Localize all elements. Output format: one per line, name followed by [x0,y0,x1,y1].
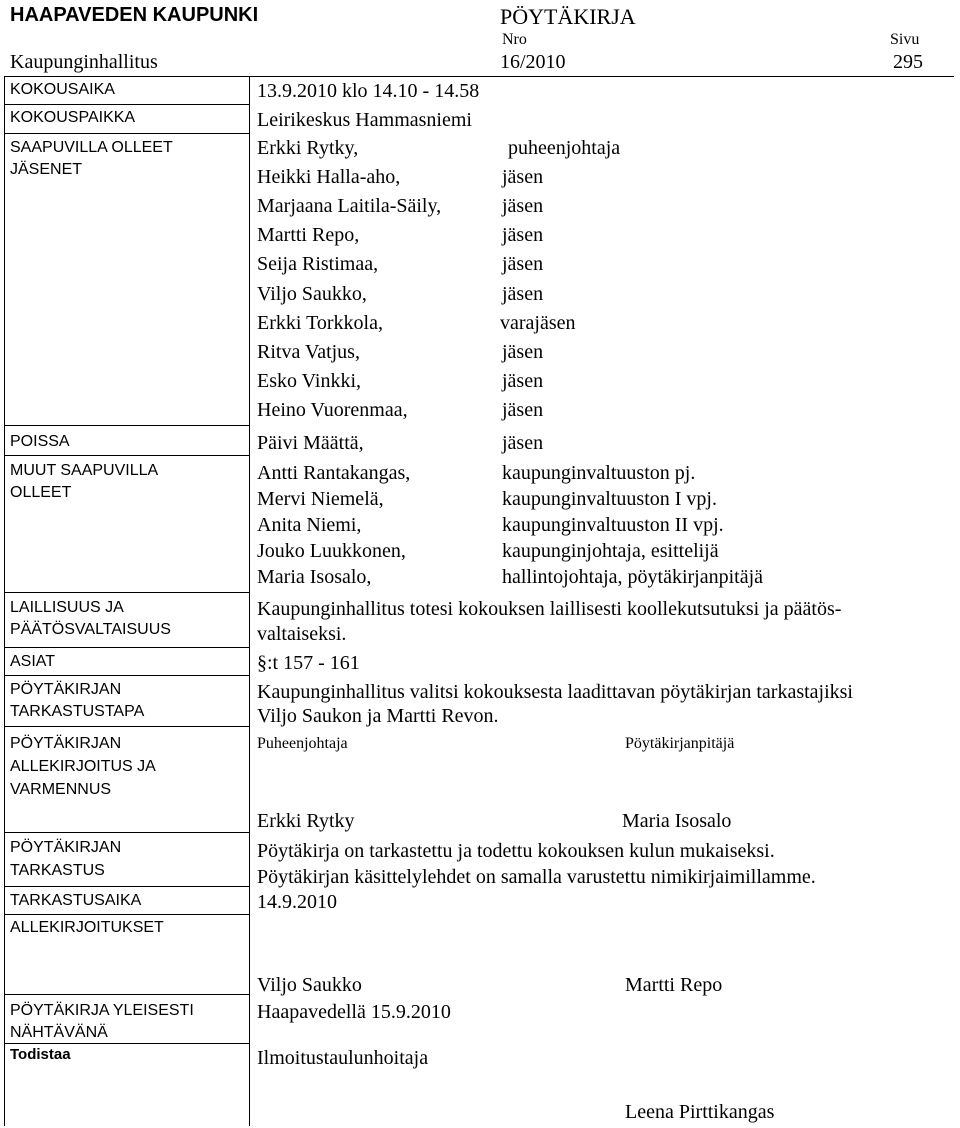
doc-type: PÖYTÄKIRJA [500,4,636,29]
signature-name-1: Viljo Saukko [257,974,362,996]
present-member-name: Erkki Torkkola, [257,311,383,334]
items-value: §:t 157 - 161 [257,652,360,674]
certify-role: Ilmoitustaulunhoitaja [257,1047,429,1069]
org-name: HAAPAVEDEN KAUPUNKI [10,4,259,26]
rule-row3 [4,425,250,426]
nro-value: 16/2010 [500,51,566,73]
rule-row2 [4,133,250,134]
other-attendee-name: Anita Niemi, [257,514,362,536]
present-member-role: jäsen [502,282,544,305]
present-member-name: Viljo Saukko, [257,282,367,305]
signing-role-secretary: Pöytäkirjanpitäjä [625,735,735,752]
present-member-role: jäsen [502,340,544,363]
present-member-name: Heikki Halla-aho, [257,166,401,189]
review-method-line1: Kaupunginhallitus valitsi kokouksesta laadittavan pöytäkirjan tarkastajiksi [257,681,853,703]
signing-role-chair: Puheenjohtaja [257,735,348,752]
present-member-name: Ritva Vatjus, [257,340,360,363]
other-attendee-role: hallintojohtaja, pöytäkirjanpitäjä [502,566,764,588]
present-label: SAAPUVILLA OLLEET JÄSENET [10,139,173,178]
meeting-time-label: KOKOUSAIKA [10,81,115,98]
legality-line1: Kaupunginhallitus totesi kokouksen laillisesti koollekutsutuksi ja päätös- [257,598,842,620]
rule-row12 [4,994,250,995]
rule-row7 [4,675,250,676]
present-member-name: Esko Vinkki, [257,369,361,392]
other-attendee-name: Antti Rantakangas, [257,462,411,484]
other-attendee-role: kaupunginvaltuuston I vpj. [502,488,717,510]
body-name: Kaupunginhallitus [10,51,158,73]
rule-row10 [4,886,250,887]
meeting-place-label: KOKOUSPAIKKA [10,109,136,126]
sivu-value: 295 [893,51,923,73]
signatures-label: ALLEKIRJOITUKSET [10,919,164,936]
rule-row11 [4,914,250,915]
review-time-value: 14.9.2010 [257,891,337,913]
other-attendee-name: Mervi Niemelä, [257,488,384,510]
review-label: PÖYTÄKIRJAN TARKASTUS [10,839,122,879]
present-member-role: jäsen [502,166,544,189]
signature-name-2: Martti Repo [625,974,723,996]
rule-row9 [4,832,250,833]
public-value: Haapavedellä 15.9.2010 [257,1001,451,1023]
rule-divider [249,76,250,1126]
meeting-place-value: Leirikeskus Hammasniemi [257,109,472,131]
present-member-role: jäsen [502,224,544,247]
present-member-name: Erkki Rytky, [257,137,359,159]
other-attendee-role: kaupunginvaltuuston II vpj. [502,514,724,536]
present-member-name: Marjaana Laitila-Säily, [257,195,442,218]
legality-line2: valtaiseksi. [257,623,347,645]
legality-label: LAILLISUUS JA PÄÄTÖSVALTAISUUS [10,599,171,638]
present-member-role: jäsen [502,369,544,392]
rule-row8 [4,726,250,727]
review-line2: Pöytäkirjan käsittelylehdet on samalla varustettu nimikirjaimillamme. [257,866,816,888]
present-member-name: Heino Vuorenmaa, [257,398,408,421]
other-attendee-role: kaupunginjohtaja, esittelijä [502,540,719,562]
other-attendee-name: Jouko Luukkonen, [257,540,406,562]
present-member-name: Seija Ristimaa, [257,253,379,276]
absent-name: Päivi Määttä, [257,432,364,454]
rule-row1 [4,104,250,105]
certify-name: Leena Pirttikangas [625,1101,775,1123]
review-method-line2: Viljo Saukon ja Martti Revon. [257,705,499,727]
nro-label: Nro [502,31,527,48]
present-member-role: jäsen [502,195,544,218]
absent-label: POISSA [10,433,70,450]
certify-label: Todistaa [10,1046,71,1063]
signing-label: PÖYTÄKIRJAN ALLEKIRJOITUS JA VARMENNUS [10,735,156,798]
rule-row5 [4,592,250,593]
items-label: ASIAT [10,653,56,670]
sivu-label: Sivu [890,31,920,48]
present-member-role: jäsen [502,398,544,421]
others-label: MUUT SAAPUVILLA OLLEET [10,462,159,501]
rule-top [4,76,954,77]
review-method-label: PÖYTÄKIRJAN TARKASTUSTAPA [10,681,145,720]
rule-row4 [4,455,250,456]
signing-name-chair: Erkki Rytky [257,810,355,832]
absent-role: jäsen [502,432,544,454]
rule-row6 [4,647,250,648]
review-line1: Pöytäkirja on tarkastettu ja todettu kokouksen kulun mukaiseksi. [257,840,775,862]
rule-left [4,76,5,1126]
present-member-role: varajäsen [500,311,576,334]
other-attendee-name: Maria Isosalo, [257,566,372,588]
other-attendee-role: kaupunginvaltuuston pj. [502,462,696,484]
present-member-role: puheenjohtaja [508,137,621,159]
present-member-role: jäsen [502,253,544,276]
present-member-name: Martti Repo, [257,224,360,247]
review-time-label: TARKASTUSAIKA [10,892,142,909]
signing-name-secretary: Maria Isosalo [622,810,732,832]
meeting-time-value: 13.9.2010 klo 14.10 - 14.58 [257,80,480,102]
public-label: PÖYTÄKIRJA YLEISESTI NÄHTÄVÄNÄ [10,1002,194,1041]
